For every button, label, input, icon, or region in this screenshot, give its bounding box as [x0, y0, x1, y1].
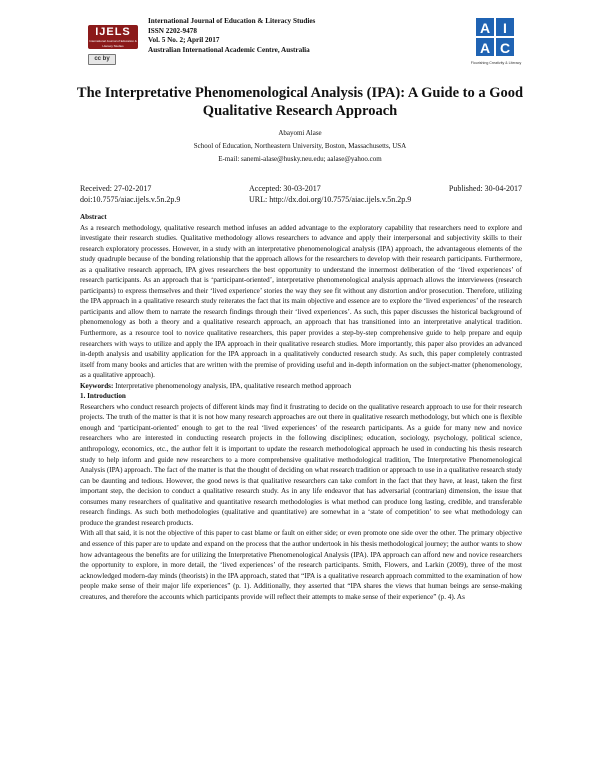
publication-dates — [80, 183, 522, 205]
aiac-letter: A — [475, 37, 495, 57]
journal-publisher: Australian International Academic Centre, Australia — [148, 45, 310, 54]
journal-issn: ISSN 2202-9478 — [148, 26, 197, 35]
received-date: Received: 27-02-2017 — [80, 184, 152, 193]
published-date: Published: 30-04-2017 — [448, 184, 522, 193]
paper-title: The Interpretative Phenomenological Analysis (IPA): A Guide to a Good Qualitative Research Approach — [76, 85, 524, 119]
keywords-text: Interpretative phenomenology analysis, IPA, qualitative research method approach — [115, 381, 352, 390]
accepted-date: Accepted: 30-03-2017 — [249, 184, 321, 193]
doi-link[interactable]: doi:10.7575/aiac.ijels.v.5n.2p.9 — [80, 195, 181, 204]
aiac-letter: A — [475, 17, 495, 37]
abstract-heading: Abstract — [80, 213, 107, 221]
aiac-letter: C — [495, 37, 515, 57]
ijels-logo-subtext: International Journal of Education & Literacy Studies — [89, 39, 137, 48]
keywords-label: Keywords: — [80, 381, 114, 390]
paper-body — [80, 212, 522, 602]
keywords-line — [80, 381, 522, 392]
journal-name: International Journal of Education & Literacy Studies — [148, 17, 316, 25]
journal-info — [148, 17, 315, 55]
abstract-text: As a research methodology, qualitative research method infuses an added advantage to the exploratory capability that researchers need to explore and investigate their research studies. Qualitative methodology allows researchers to advance and apply their interpersonal and subjectivity skills to their research exploratory processes. However, in a study with an interpretative phenomenological analysis (IPA) approach, the advantageous elements of the study quadruple because of the bonding relationship that the approach allows for the researchers to develop with their research participants. Furthermore, as a qualitative research approach, IPA gives researchers the best opportunity to understand the innermost deliberation of the ‘lived experiences’ of research participants. As an approach that is ‘participant-oriented’, interpretative phenomenological analysis approach allows the interviewees (research participants) to express themselves and their ‘lived experience’ stories the way they see fit without any distortion and/or prosecution. Therefore, utilizing the IPA approach in a qualitative research study reiterates the fact that its main objective and essence are to explore the ‘lived experiences’ of the research participants and allow them to narrate the research findings through their ‘lived experiences’. As such, this paper discusses the historical background of phenomenology as both a theory and a qualitative research approach, an approach that has transitioned into an interpretative analytical tradition. Furthermore, as a resource tool to novice qualitative researchers, this paper provides a step-by-step comprehensive guide to help prepare and equip researchers with ways to utilize and apply the IPA approach in their qualitative research studies. More importantly, this paper also provides an advanced in-depth analysis and usability application for the IPA approach in a qualitatively conducted research study. As such, this paper completely contrasted itself from many books and articles that are written with the premise of providing useful and in-depth information on the subject-matter (phenomenology, as a qualitative approach). — [80, 223, 522, 380]
author-name: Abayomi Alase — [278, 129, 322, 137]
author-affiliation: School of Education, Northeastern University, Boston, Massachusetts, USA — [193, 142, 407, 150]
introduction-paragraph-1: Researchers who conduct research projects of different kinds may find it frustrating to decide on the qualitative research approach to use for their research projects. The truth of the matter is that it is not how many research approaches are out there in qualitative research methodology, but which one is flexible enough and ‘participant-oriented’ enough to get to the real ‘lived experiences’ of the research participants. As a guide for many new and novice researchers who are interested in conducting research projects in the following disciplines; education, sociology, psychology, political science, anthropology, economics, etc., the author felt it is important to update the research methodological approach he used in conducting his thesis research study to help inform and guide new researchers to a more comprehensive qualitative methodological tradition, The Interpretative Phenomenological Analysis (IPA) approach. The fact of the matter is that the thought of deciding on what research tradition or approach to use in a qualitative research study can be daunting and tedious. However, the good news is that qualitative researchers can take comfort in the fact that they have, at least, taken the first important step, the decision to conduct a qualitative research study. As in any life endeavor that has adversarial (contrarian) dimension, the issue that consumes many researchers of qualitative and quantitative research methodologies is what method can produce long lasting, credible, and transferable research findings. As such both methodologies (qualitative and quantitative) are somewhat in a ‘state of competition’ to see what methodology can produce the grandest research products. — [80, 402, 522, 527]
ijels-logo — [88, 25, 138, 49]
cc-license-badge: cc by — [88, 54, 116, 65]
aiac-letter: I — [495, 17, 515, 37]
ijels-logo-text: IJELS — [95, 26, 131, 38]
aiac-logo-grid — [475, 17, 515, 57]
aiac-logo — [463, 17, 529, 69]
url-link[interactable]: URL: http://dx.doi.org/10.7575/aiac.ijels.v.5n.2p.9 — [249, 195, 412, 204]
journal-volume: Vol. 5 No. 2; April 2017 — [148, 36, 220, 44]
author-block — [60, 127, 540, 166]
author-email: E-mail: sanemi-alase@husky.neu.edu; aalase@yahoo.com — [218, 155, 382, 163]
introduction-heading: 1. Introduction — [80, 392, 126, 401]
introduction-paragraph-2: With all that said, it is not the objective of this paper to cast blame or fault on either side; or even promote one side over the other. The primary objective and essence of this paper are to update and expand on the process that the author undertook in his thesis methodological journey; the author wants to show how advantageous the benefits are for utilizing the Interpretative Phenomenological Analysis (IPA). IPA approach can afford new and novice researchers the opportunity to explore, in more detail, the ‘lived experiences’ of the research participants. Smith, Flowers, and Larkin (2009), three of the most acknowledged modern-day minds (theorists) in the IPA approach, stated that “IPA is a qualitative research approach committed to the examination of how people make sense of their major life experiences” (p. 1). Additionally, they asserted that “IPA shares the views that human beings are sense-making creatures, and therefore the accounts which participants provide will reflect their attempts to make sense of their experience” (p. 4). As — [80, 529, 522, 601]
aiac-tagline: Flourishing Creativity & Literacy — [470, 61, 522, 65]
